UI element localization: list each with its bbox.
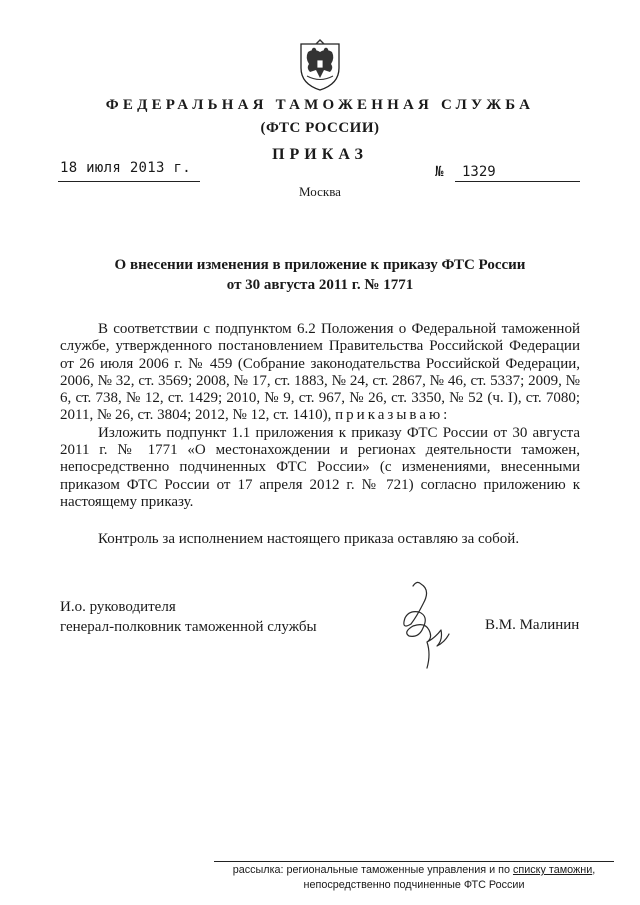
coat-of-arms-emblem [297, 38, 343, 92]
signatory-position [60, 597, 317, 637]
body-text [60, 321, 580, 511]
distribution-prefix: рассылка: региональные таможенные управления и по [232, 864, 513, 876]
number-underline [455, 181, 580, 182]
number-label: № [435, 164, 444, 180]
date-underline [58, 181, 200, 182]
position-line-1: И.о. руководителя [60, 599, 176, 615]
paragraph-1 [60, 321, 580, 425]
city: Москва [299, 184, 341, 199]
document-title [60, 255, 580, 295]
organization-name: ФЕДЕРАЛЬНАЯ ТАМОЖЕННАЯ СЛУЖБА [105, 97, 535, 113]
distribution-list [214, 863, 614, 893]
document-number: 1329 [462, 164, 496, 180]
distribution-divider [214, 861, 614, 862]
distribution-underlined: списку таможни [512, 864, 593, 876]
handwritten-signature [383, 580, 463, 680]
document-type: ПРИКАЗ [272, 146, 368, 163]
control-paragraph: Контроль за исполнением настоящего приказа оставляю за собой. [98, 531, 520, 547]
distribution-line-1 [214, 863, 614, 878]
paragraph-1-main: В соответствии с подпунктом 6.2 Положения о Федеральной таможенной службе, утвержденного постановлением Правительства Российской Федерации от 26 июля 2006 г. № 459 (Собрание законодательства Российской Федерации, 2006, № 32, ст. 3569; 2008, № 17, ст. 1883, № 24, ст. 2867, № 46, ст. 5337; 2009, № 6, ст. 738, № 12, ст. 1429; 2010, № 9, ст. 967, № 26, ст. 3350, № 52 (ч. I), ст. 7080; 2011, № 26, ст. 3804; 2012, № 12, ст. 1410), [60, 321, 580, 424]
order-word: приказываю: [335, 407, 451, 424]
title-line-1: О внесении изменения в приложение к приказу ФТС России [114, 257, 526, 273]
organization-short-name: (ФТС РОССИИ) [260, 120, 380, 136]
title-line-2: от 30 августа 2011 г. № 1771 [226, 277, 414, 293]
signatory-name: В.М. Малинин [485, 617, 580, 633]
position-line-2: генерал-полковник таможенной службы [60, 619, 317, 635]
paragraph-2: Изложить подпункт 1.1 приложения к приказу ФТС России от 30 августа 2011 г. № 1771 «О местонахождении и регионах деятельности таможен, непосредственно подчиненных ФТС России» (с изменениями, внесенными приказом ФТС России от 17 апреля 2012 г. № 721) согласно приложению к настоящему приказу. [60, 424, 580, 510]
document-date: 18 июля 2013 г. [60, 160, 191, 176]
distribution-line-2: непосредственно подчиненные ФТС России [303, 879, 525, 891]
distribution-suffix: , [592, 864, 596, 876]
